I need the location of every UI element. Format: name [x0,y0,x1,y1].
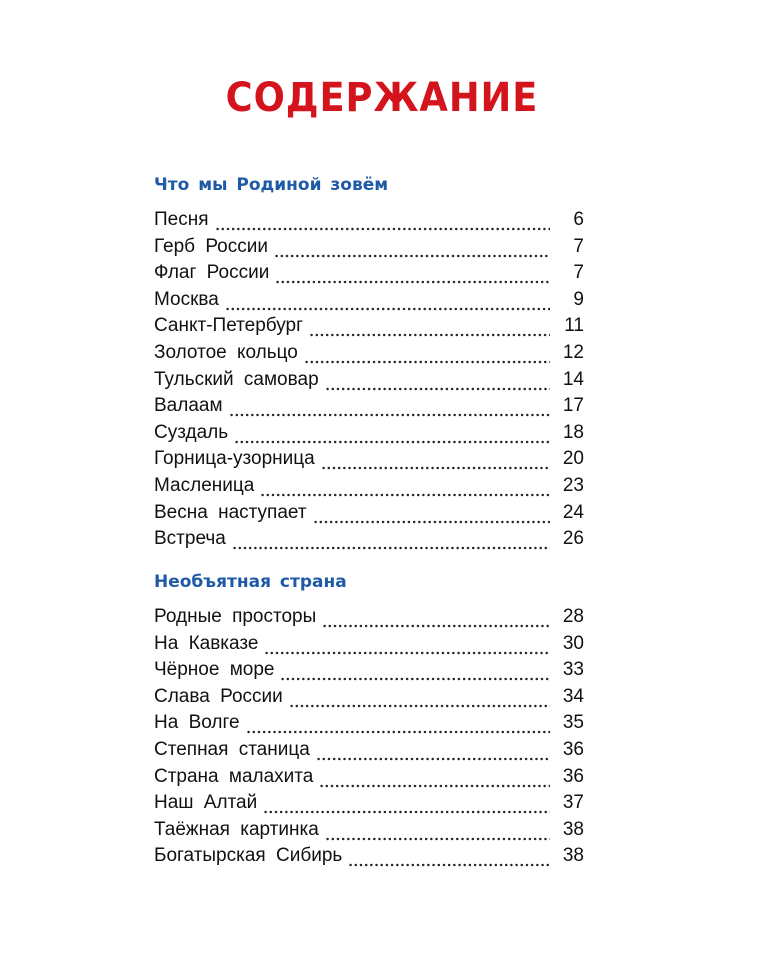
toc-entry-title: Встреча [154,528,226,550]
toc-entry [154,260,584,287]
toc-page-number: 30 [562,632,584,654]
toc-entry-title: Слава России [154,685,283,707]
dot-leader [348,843,550,870]
toc-section-2 [154,569,584,870]
toc-entry-title: Золотое кольцо [154,341,298,363]
toc-entry [154,313,584,340]
dot-leader [260,473,550,500]
section-heading: Необъятная страна [154,572,347,592]
toc-entry-title: Санкт-Петербург [154,315,304,337]
toc-entry-title: Герб России [154,235,268,257]
toc-page-number: 17 [562,395,584,417]
toc-entry-title: Москва [154,288,219,310]
toc-page-number: 36 [562,765,584,787]
toc-page-number: 26 [562,528,584,550]
toc-entry-title: Степная станица [154,738,310,760]
toc-entry [154,393,584,420]
dot-leader [304,340,550,367]
dot-leader [325,367,550,394]
toc-page-number: 35 [562,712,584,734]
toc-page-number: 33 [562,659,584,681]
dot-leader [263,790,550,817]
dot-leader [322,604,550,631]
toc-entry [154,657,584,684]
toc-entry-title: Страна малахита [154,765,314,787]
toc-entry [154,710,584,737]
toc-entry-title: Таёжная картинка [154,818,319,840]
toc-entry-title: На Кавказе [154,632,259,654]
dot-leader [280,657,550,684]
toc-entry [154,526,584,553]
toc-entry [154,446,584,473]
toc-page-number: 24 [562,501,584,523]
dot-leader [264,631,550,658]
toc-section-1 [154,172,584,553]
toc-page-number: 38 [562,818,584,840]
toc-page-number: 14 [562,368,584,390]
toc-entry-title: Песня [154,209,209,230]
toc-page-number: 9 [573,288,584,310]
toc-entry [154,790,584,817]
toc-list [154,207,584,553]
dot-leader [275,260,550,287]
dot-leader [234,420,550,447]
toc-entry-title: Суздаль [154,421,229,443]
toc-entry [154,631,584,658]
dot-leader [316,737,550,764]
toc-entry [154,234,584,261]
toc-entry-title: Наш Алтай [154,792,258,814]
toc-entry [154,817,584,844]
toc-entry-title: Горница-узорница [154,448,315,470]
toc-page-number: 20 [562,448,584,470]
dot-leader [309,313,550,340]
toc-entry [154,420,584,447]
toc-entry-title: Родные просторы [154,606,317,627]
toc-page-number: 7 [573,235,584,257]
toc-page-number: 36 [562,738,584,760]
toc-entry [154,737,584,764]
toc-page-number: 37 [562,792,584,814]
toc-entry-title: Богатырская Сибирь [154,845,343,867]
section-heading: Что мы Родиной зовём [154,175,389,195]
toc-page-number: 12 [562,341,584,363]
dot-leader [321,446,550,473]
page-title: СОДЕРЖАНИЕ [225,75,539,121]
toc-entry [154,473,584,500]
toc-entry [154,367,584,394]
toc-entry [154,287,584,314]
toc-entry-title: На Волге [154,712,240,734]
toc-entry [154,340,584,367]
dot-leader [215,207,550,234]
toc-entry-title: Тульский самовар [154,368,319,390]
toc-entry [154,684,584,711]
dot-leader [325,817,550,844]
dot-leader [232,526,550,553]
dot-leader [274,234,550,261]
toc-page-number: 28 [562,606,584,627]
toc-entry-title: Весна наступает [154,501,307,523]
dot-leader [229,393,550,420]
toc-list [154,604,584,870]
toc-page-number: 23 [562,474,584,496]
dot-leader [289,684,550,711]
toc-entry [154,764,584,791]
toc-page-number: 18 [562,421,584,443]
dot-leader [313,500,550,527]
toc-entry-title: Чёрное море [154,659,275,681]
dot-leader [246,710,550,737]
toc-entry-title: Валаам [154,395,223,417]
toc-entry [154,500,584,527]
toc-page-number: 34 [562,685,584,707]
toc-entry [154,843,584,870]
toc-page-number: 7 [573,262,584,284]
toc-page-number: 38 [562,845,584,867]
toc-entry [154,207,584,234]
toc-entry-title: Флаг России [154,262,270,284]
dot-leader [319,764,550,791]
toc-entry [154,604,584,631]
toc-entry-title: Масленица [154,474,255,496]
toc-page-number: 11 [564,315,584,337]
dot-leader [225,287,550,314]
toc-page-number: 6 [573,209,584,230]
